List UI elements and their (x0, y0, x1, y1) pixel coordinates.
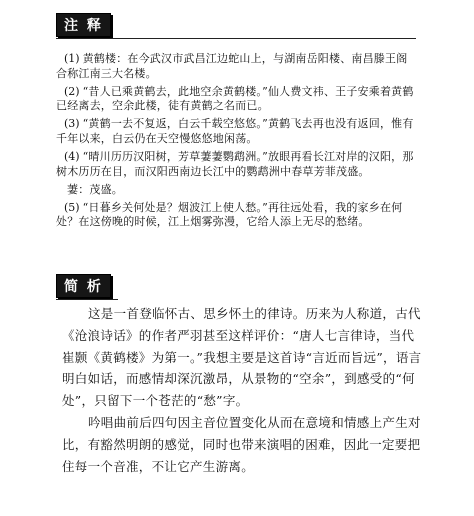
note-number: (1) (64, 52, 80, 65)
note-text: 黄鹤楼：在今武汉市武昌江边蛇山上，与湖南岳阳楼、南昌滕王阁合称江南三大名楼。 (56, 52, 408, 80)
note-text: “黄鹤一去不复返，白云千载空悠悠。”黄鹤飞去再也没有返回，惟有千年以来，白云仍在天空慢悠悠地闲荡。 (56, 117, 414, 145)
note-item (56, 201, 416, 230)
note-number: (5) (64, 200, 80, 214)
note-number: (3) (64, 117, 80, 131)
analysis-paragraph: 这是一首登临怀古、思乡怀土的律诗。历来为人称道，古代《沧浪诗话》的作者严羽甚至这样评价：“唐人七言律诗，当代崔颢《黄鹤楼》为第一。”我想主要是这首诗“言近而旨远”，语言明白如话，而感情却深沉激昂，从景物的“空余”，到感受的“何处”，只留下一个苍茫的“愁”字。 (62, 306, 422, 409)
notes-heading: 注 释 (56, 13, 111, 37)
analysis-heading: 简 析 (56, 274, 111, 298)
note-item (56, 183, 416, 198)
analysis-paragraph: 吟唱曲前后四句因主音位置变化从而在意境和情感上产生对比，有豁然明朗的感觉，同时也带来演唱的困难，因此一定要把住每一个音准，不让它产生游离。 (62, 414, 421, 474)
note-number: (4) (64, 150, 80, 164)
note-text: “昔人已乘黄鹤去，此地空余黄鹤楼。”仙人费文祎、王子安乘着黄鹤已经离去，空余此楼，徒有黄鹤之名而已。 (56, 84, 414, 113)
note-item (56, 52, 416, 81)
note-item (56, 85, 416, 114)
analysis-heading-rule (56, 299, 118, 300)
note-text: “日暮乡关何处是？烟波江上使人愁。”再往远处看，我的家乡在何处？在这傍晚的时候，江上烟雾弥漫，它给人添上无尽的愁绪。 (56, 200, 403, 229)
note-item (56, 150, 416, 179)
note-number: (2) (64, 84, 80, 98)
analysis-body (62, 303, 422, 477)
note-text: 萋：茂盛。 (67, 182, 123, 196)
note-item (56, 117, 416, 146)
note-text: “晴川历历汉阳树，芳草萋萋鹦鹉洲。”放眼再看长江对岸的汉阳，那树木历历在目，而汉阳西南边长江中的鹦鹉洲中春草芳菲茂盛。 (56, 150, 414, 178)
notes-list (56, 52, 416, 234)
notes-heading-rule (56, 38, 416, 39)
